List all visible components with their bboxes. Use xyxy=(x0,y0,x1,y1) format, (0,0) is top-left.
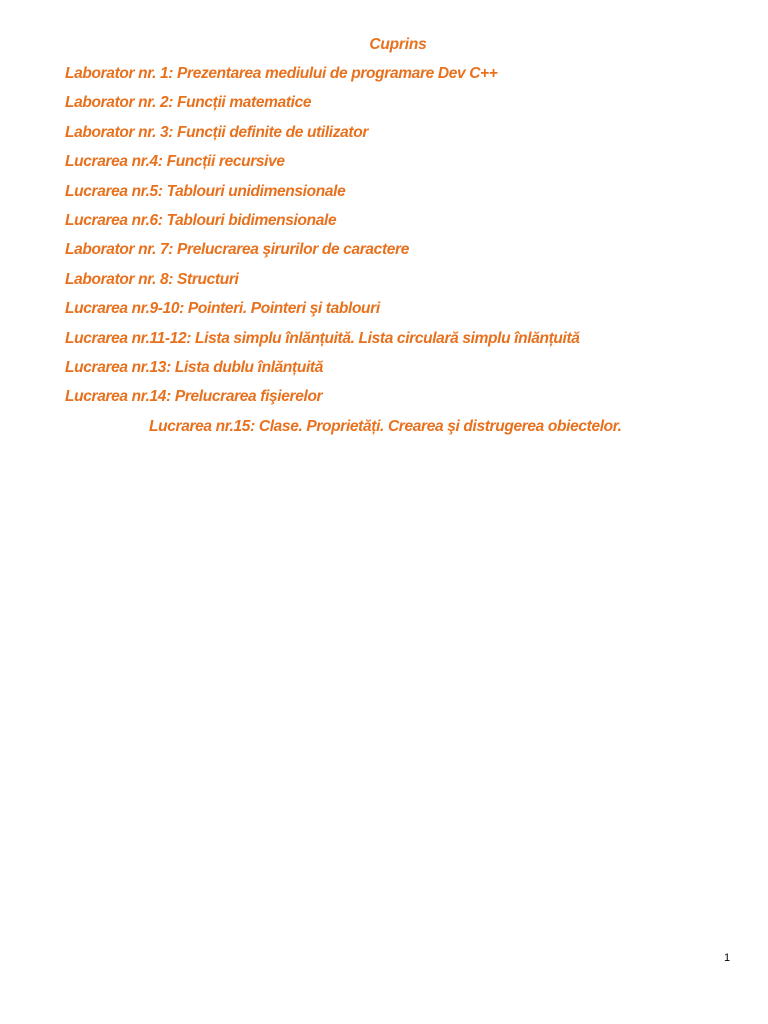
toc-entry-lab-7: Laborator nr. 7: Prelucrarea şirurilor de caractere xyxy=(65,241,409,259)
toc-entry-lab-15: Lucrarea nr.15: Clase. Proprietăți. Crearea şi distrugerea obiectelor. xyxy=(149,417,622,435)
toc-entry-lab-13: Lucrarea nr.13: Lista dublu înlănțuită xyxy=(65,358,324,376)
toc-entry-lab-14: Lucrarea nr.14: Prelucrarea fişierelor xyxy=(65,388,323,406)
page-number: 1 xyxy=(724,952,731,964)
toc-entry-lab-1: Laborator nr. 1: Prezentarea mediului de programare Dev C++ xyxy=(65,65,498,82)
toc-entry-lab-2: Laborator nr. 2: Funcții matematice xyxy=(65,94,312,112)
toc-entry-lab-4: Lucrarea nr.4: Funcții recursive xyxy=(65,153,285,171)
toc-entry-lab-3: Laborator nr. 3: Funcții definite de utilizator xyxy=(65,123,369,141)
toc-entry-lab-8: Laborator nr. 8: Structuri xyxy=(65,270,239,288)
toc-entry-lab-11-12: Lucrarea nr.11-12: Lista simplu înlănțuită. Lista circulară simplu înlănțuită xyxy=(65,329,580,347)
toc-entry-lab-5: Lucrarea nr.5: Tablouri unidimensionale xyxy=(65,182,346,200)
toc-entry-lab-6: Lucrarea nr.6: Tablouri bidimensionale xyxy=(65,211,337,229)
toc-entry-lab-9-10: Lucrarea nr.9-10: Pointeri. Pointeri şi tablouri xyxy=(65,300,380,318)
table-of-contents xyxy=(65,64,622,446)
toc-title: Cuprins xyxy=(369,36,427,53)
